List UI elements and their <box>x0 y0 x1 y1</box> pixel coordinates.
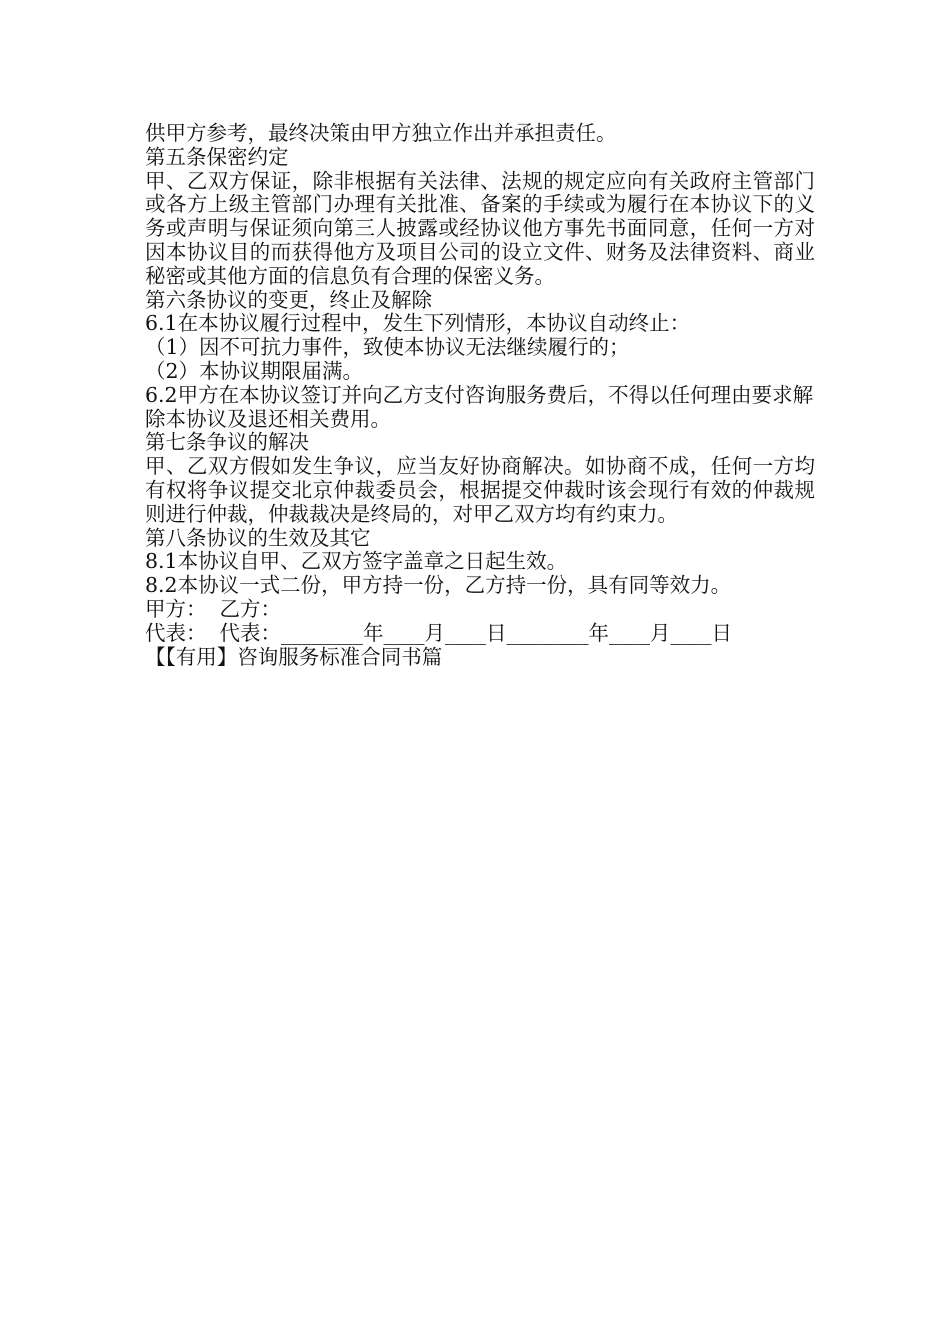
document-page <box>145 122 815 669</box>
signature-parties: 甲方： 乙方： <box>145 596 282 621</box>
section-heading: 第五条保密约定 <box>145 144 289 169</box>
clause-line: 6.2甲方在本协议签订并向乙方支付咨询服务费后，不得以任何理由要求解 <box>145 382 814 407</box>
paragraph: 甲、乙双方假如发生争议，应当友好协商解决。如协商不成，任何一方均有权将争议提交北京仲裁委员会，根据提交仲裁时该会现行有效的仲裁规则进行仲裁，仲裁裁决是终局的，对甲乙双方均有约束力。 <box>145 454 815 526</box>
section-heading: 第八条协议的生效及其它 <box>145 525 371 550</box>
clause-item: （2）本协议期限届满。 <box>145 358 364 383</box>
clause-line: 6.1在本协议履行过程中，发生下列情形，本协议自动终止： <box>145 311 691 336</box>
paragraph: 甲、乙双方保证，除非根据有关法律、法规的规定应向有关政府主管部门或各方上级主管部门办理有关批准、备案的手续或为履行在本协议下的义务或声明与保证须向第三人披露或经协议他方事先书面同意，任何一方对因本协议目的而获得他方及项目公司的设立文件、财务及法律资料、商业秘密或其他方面的信息负有合理的保密义务。 <box>145 168 815 288</box>
clause-line: 除本协议及退还相关费用。 <box>145 406 391 431</box>
section-heading: 第七条争议的解决 <box>145 430 309 455</box>
section-heading: 第六条协议的变更，终止及解除 <box>145 287 432 312</box>
text-line: 供甲方参考，最终决策由甲方独立作出并承担责任。 <box>145 121 617 145</box>
clause-line: 8.2本协议一式二份，甲方持一份，乙方持一份，具有同等效力。 <box>145 573 732 598</box>
signature-date-line: 代表： 代表：________年____月____日________年____月____日 <box>145 620 733 645</box>
clause-line: 8.1本协议自甲、乙双方签字盖章之日起生效。 <box>145 549 568 574</box>
document-title: 【【有用】咨询服务标准合同书篇 <box>145 644 443 669</box>
clause-item: （1）因不可抗力事件，致使本协议无法继续履行的； <box>145 335 630 360</box>
